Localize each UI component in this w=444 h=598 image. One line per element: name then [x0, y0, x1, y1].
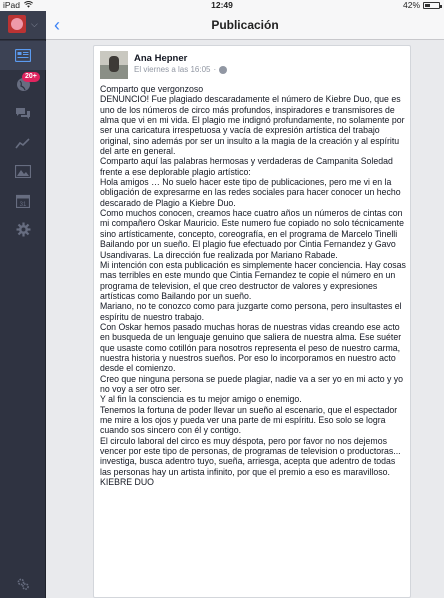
public-globe-icon	[219, 66, 227, 74]
post-meta: El viernes a las 16:05 ·	[134, 65, 227, 74]
battery-percent: 42%	[402, 0, 420, 10]
post-paragraph: KIEBRE DUO	[100, 477, 154, 488]
messages-icon	[15, 107, 31, 120]
post-card	[93, 45, 411, 598]
sidebar-item-activity[interactable]	[0, 128, 46, 157]
settings-gear-icon	[16, 222, 31, 237]
status-bar	[0, 0, 444, 11]
post-paragraph: Tenemos la fortuna de poder llevar un sueño al escenario, que el espectador me mire a los ojos y pueda ver una parte de mi espíritu. Eso solo se logra cuando sos sincero con él y contigo.	[100, 404, 398, 436]
wifi-icon	[24, 1, 33, 8]
sidebar-item-messages[interactable]	[0, 99, 46, 128]
avatar[interactable]	[8, 15, 26, 33]
back-chevron-icon[interactable]: ‹	[54, 15, 60, 35]
events-calendar-icon	[16, 194, 30, 208]
news-feed-icon	[15, 49, 31, 62]
sidebar	[0, 11, 46, 598]
sidebar-item-notifications[interactable]	[0, 70, 46, 99]
post-paragraph: Comparto que vergonzoso	[100, 84, 204, 94]
nav-bar	[46, 11, 444, 40]
carrier-label: iPad	[3, 0, 21, 10]
post-paragraph: Creo que ninguna persona se puede plagiar, nadie va a ser yo en mi acto y yo no voy a ser otro ser.	[100, 373, 404, 394]
post-paragraph: Como muchos conocen, creamos hace cuatro años un números de cintas con mi compañero Oskar Mauricio. Este numero fue copiado no solo técnicamente sino artísticamente, concepto, coreografía, en el programa de Marcelo Tinelli Bailando por un sueño. El plagio fue efectuado por Cintia Fernandez y Gavo Usandivaras. La dirección fue realizada por Mariano Rabade.	[100, 208, 404, 260]
post-paragraph: El circulo laboral del circo es muy déspota, pero por favor no nos dejemos vencer por este tipo de personas, de programas de television o productoras... investiga, busca adentro tuyo, sueña, arriesga, acepta que adentro de todas las personas hay un artista infinito, por que el premio a eso es maravilloso.	[100, 435, 401, 477]
post-paragraph: Mariano, no te conozco como para juzgarte como persona, pero insultastes el espíritu de nuestro trabajo.	[100, 301, 402, 322]
post-paragraph: Mi intención con esta publicación es simplemente hacer conciencia. Hay cosas mas terribles en este mundo que Cintia Fernandez te copie el número en un programa de television, el que creo destructor de valores y expresiones artísticas como Bailando por un sueño.	[100, 259, 406, 301]
photos-icon	[15, 165, 31, 178]
profile-switcher[interactable]	[0, 11, 46, 40]
author-avatar[interactable]	[100, 51, 128, 79]
post-paragraph: DENUNCIO! Fue plagiado descaradamente el número de Kiebre Duo, que es uno de los números de circo más profundos, inspiradores e transmisores de alma que vi en mi vida. El plagio me indignó profundamente, no solamente por ser una caricatura irrespetuosa y vacía de expresión artística del trabajo original, sino además por ser un insulto a la magia de la creación y al espíritu del arte en general.	[100, 94, 405, 157]
post-paragraph: Y al fin la consciencia es tu mejor amigo o enemigo.	[100, 394, 302, 405]
svg-text:31: 31	[19, 201, 27, 208]
sidebar-item-settings[interactable]	[0, 215, 46, 244]
post-paragraph: Hola amigos … No suelo hacer este tipo de publicaciones, pero me vi en la obligación de expresarme en las redes sociales para hacer conocer un hecho descarado de Plagio a Kiebre Duo.	[100, 177, 401, 208]
app-settings-icon	[16, 577, 30, 591]
battery-icon	[423, 2, 440, 9]
sidebar-item-news-feed[interactable]	[0, 41, 46, 70]
post-body	[100, 84, 408, 487]
sidebar-item-events[interactable]	[0, 186, 46, 215]
post-paragraph: Comparto aquí las palabras hermosas y verdaderas de Campanita Soledad frente a ese deplorable plagio artístico:	[100, 156, 393, 177]
post-timestamp[interactable]: El viernes a las 16:05	[134, 65, 211, 74]
sidebar-bottom-settings[interactable]	[0, 569, 46, 598]
author-name[interactable]: Ana Hepner	[134, 53, 188, 64]
sidebar-item-photos[interactable]	[0, 157, 46, 186]
post-paragraph: Con Oskar hemos pasado muchas horas de nuestras vidas creando ese acto en busqueda de un lenguaje genuino que saliera de nuestra alma. Ese suéter que usaste como cotillón para nosotros representa el peso de nuestro carma, nuestra historia y nuestros sueños. Por eso lo incorporamos en nuestro acto desde el comienzo.	[100, 321, 402, 374]
chevron-down-icon[interactable]: ⌵	[31, 19, 38, 29]
notifications-badge: 20+	[22, 72, 40, 82]
page-title: Publicación	[211, 18, 279, 32]
activity-chart-icon	[15, 137, 31, 149]
clock: 12:49	[211, 0, 233, 10]
